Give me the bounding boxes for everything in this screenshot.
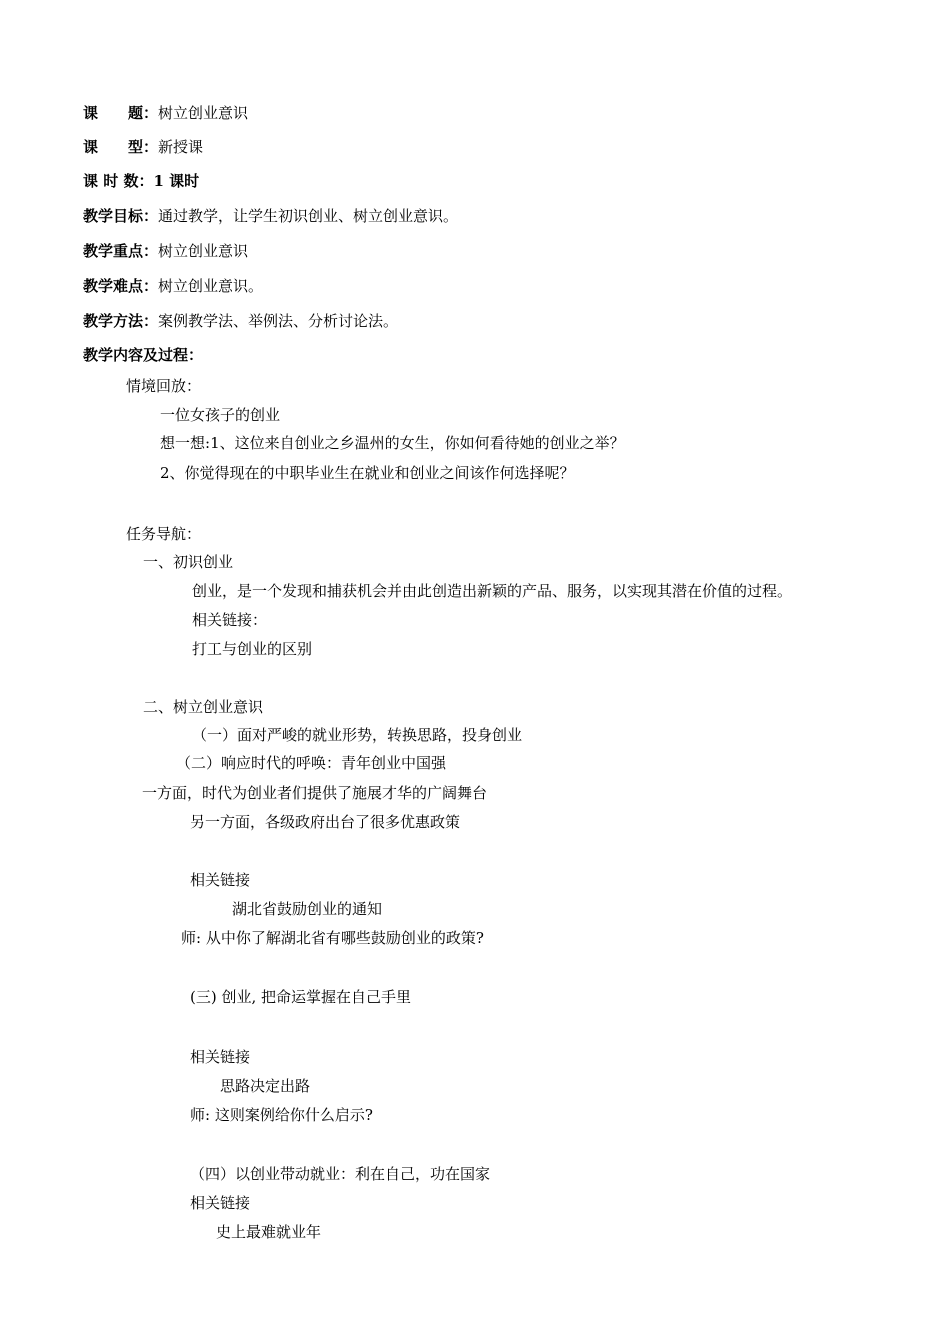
hours-label: 课 时 数： — [83, 172, 154, 190]
question-1-line — [160, 433, 625, 453]
part2-sub4: （四）以创业带动就业：利在自己，功在国家 — [190, 1165, 491, 1183]
part2-link3-item: 史上最难就业年 — [216, 1223, 322, 1241]
part2-link1-item: 湖北省鼓励创业的通知 — [232, 900, 383, 918]
part2-link2-label: 相关链接 — [190, 1048, 251, 1066]
difficulty-label: 教学难点： — [83, 277, 159, 295]
key-point-line — [83, 241, 248, 261]
situation-heading: 情境回放： — [126, 377, 202, 395]
process-heading: 教学内容及过程： — [83, 346, 204, 364]
part1-heading: 一、初识创业 — [143, 553, 234, 571]
think-label: 想一想: — [160, 434, 211, 452]
part2-link1-label: 相关链接 — [190, 871, 251, 889]
part2-link3-label: 相关链接 — [190, 1194, 251, 1212]
part2-side1: 一方面，时代为创业者们提供了施展才华的广阔舞台 — [142, 784, 488, 802]
task-heading: 任务导航： — [126, 525, 202, 543]
topic-value: 树立创业意识 — [158, 104, 249, 122]
hours-line — [83, 171, 199, 191]
part2-sub1: （一）面对严峻的就业形势，转换思路，投身创业 — [192, 726, 523, 744]
method-line — [83, 311, 398, 331]
part1-definition: 创业，是一个发现和捕获机会并由此创造出新颖的产品、服务，以实现其潜在价值的过程。 — [192, 582, 793, 600]
key-point-value: 树立创业意识 — [158, 242, 249, 260]
part2-sub3: (三) 创业, 把命运掌握在自己手里 — [190, 988, 412, 1006]
teacher-question-2: 师: 这则案例给你什么启示? — [190, 1106, 373, 1124]
type-line — [83, 137, 203, 157]
difficulty-line — [83, 276, 263, 296]
method-value: 案例教学法、举例法、分析讨论法。 — [158, 312, 399, 330]
situation-story: 一位女孩子的创业 — [160, 406, 281, 424]
part2-sub2: （二）响应时代的呼唤：青年创业中国强 — [176, 754, 447, 772]
part1-link-label: 相关链接： — [192, 611, 268, 629]
part2-side2: 另一方面，各级政府出台了很多优惠政策 — [190, 813, 461, 831]
goal-line — [83, 206, 458, 226]
question-2: 2、你觉得现在的中职毕业生在就业和创业之间该作何选择呢？ — [160, 464, 575, 482]
key-point-label: 教学重点： — [83, 242, 159, 260]
type-label: 课 型： — [83, 138, 159, 156]
topic-line — [83, 103, 248, 123]
part2-link2-item: 思路决定出路 — [220, 1077, 311, 1095]
type-value: 新授课 — [158, 138, 204, 156]
topic-label: 课 题： — [83, 104, 159, 122]
goal-label: 教学目标： — [83, 207, 159, 225]
question-1: 1、这位来自创业之乡温州的女生，你如何看待她的创业之举？ — [210, 434, 625, 452]
method-label: 教学方法： — [83, 312, 159, 330]
teacher-question-1: 师: 从中你了解湖北省有哪些鼓励创业的政策? — [181, 929, 484, 947]
part1-link-item: 打工与创业的区别 — [192, 640, 313, 658]
difficulty-value: 树立创业意识。 — [158, 277, 264, 295]
part2-heading: 二、树立创业意识 — [143, 698, 264, 716]
goal-value: 通过教学，让学生初识创业、树立创业意识。 — [158, 207, 459, 225]
hours-value: 1 课时 — [153, 172, 200, 190]
